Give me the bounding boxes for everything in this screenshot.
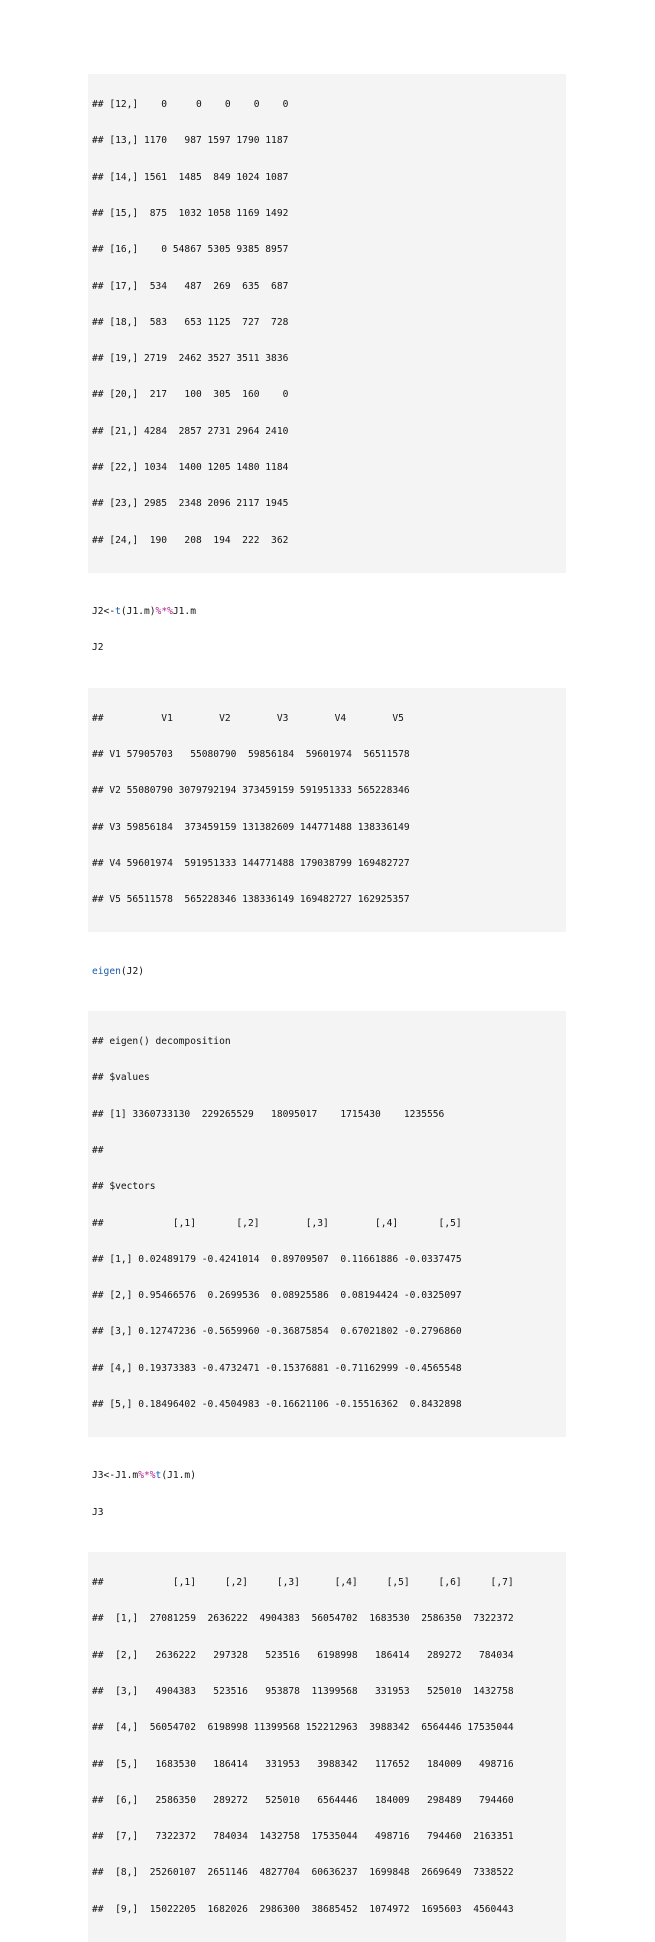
- code-token: J3<-J1.m: [92, 1470, 139, 1482]
- output-line: ## [5,] 0.18496402 -0.4504983 -0.16621106 -0.15516362 0.8432898: [92, 1398, 462, 1410]
- output-line: ## [15,] 875 1032 1058 1169 1492: [92, 208, 289, 220]
- output-line: ## [20,] 217 100 305 160 0: [92, 389, 289, 401]
- output-line: ## $vectors: [92, 1181, 156, 1193]
- output-block-eigen: [88, 1011, 566, 1437]
- output-line: ## V5 56511578 565228346 138336149 169482727 162925357: [92, 894, 410, 906]
- code-block-eigen: [88, 940, 566, 1002]
- code-line-j2-assign: [92, 606, 563, 618]
- output-line: ## [5,] 1683530 186414 331953 3988342 117652 184009 498716: [92, 1758, 514, 1770]
- output-line: ## [21,] 4284 2857 2731 2964 2410: [92, 425, 289, 437]
- output-line: ## V2 55080790 3079792194 373459159 591951333 565228346: [92, 785, 410, 797]
- code-function-token: t: [115, 606, 121, 618]
- output-line: ## [13,] 1170 987 1597 1790 1187: [92, 135, 289, 147]
- code-token: J2<-: [92, 606, 116, 618]
- output-line: ## [12,] 0 0 0 0 0: [92, 99, 289, 111]
- output-line: ## [,1] [,2] [,3] [,4] [,5]: [92, 1217, 462, 1229]
- output-line: ## [4,] 56054702 6198998 11399568 152212963 3988342 6564446 17535044: [92, 1722, 514, 1734]
- output-line: ## [7,] 7322372 784034 1432758 17535044 498716 794460 2163351: [92, 1831, 514, 1843]
- code-function-token: t: [155, 1470, 162, 1482]
- output-line: ## [,1] [,2] [,3] [,4] [,5] [,6] [,7]: [92, 1577, 514, 1589]
- output-block-matrix-rows: [88, 74, 566, 573]
- output-line: ## [2,] 0.95466576 0.2699536 0.08925586 0.08194424 -0.0325097: [92, 1290, 462, 1302]
- output-line: ## V4 59601974 591951333 144771488 179038799 169482727: [92, 857, 410, 869]
- code-line-j3-print: J3: [92, 1506, 104, 1518]
- code-line-j2-print: J2: [92, 642, 104, 654]
- code-token: (J1.m): [120, 606, 156, 618]
- output-line: ## [6,] 2586350 289272 525010 6564446 184009 298489 794460: [92, 1794, 514, 1806]
- code-line-j3-assign: [92, 1470, 563, 1482]
- output-line: ## [2,] 2636222 297328 523516 6198998 186414 289272 784034: [92, 1649, 514, 1661]
- code-operator-token: %*%: [155, 606, 173, 618]
- output-line: ## [3,] 4904383 523516 953878 11399568 331953 525010 1432758: [92, 1686, 514, 1697]
- output-line: ## V1 57905703 55080790 59856184 59601974 56511578: [92, 749, 410, 761]
- code-block-j3: [88, 1445, 566, 1544]
- output-line: ## [22,] 1034 1400 1205 1480 1184: [92, 462, 289, 473]
- code-block-j2: [88, 581, 566, 680]
- code-token: J1.m: [172, 606, 196, 618]
- output-line: ## $values: [92, 1072, 150, 1084]
- output-line: ## [9,] 15022205 1682026 2986300 38685452 1074972 1695603 4560443: [92, 1903, 514, 1915]
- output-line: ## V1 V2 V3 V4 V5: [92, 712, 404, 724]
- output-line: ## [8,] 25260107 2651146 4827704 60636237 1699848 2669649 7338522: [92, 1867, 514, 1879]
- output-line: ## [16,] 0 54867 5305 9385 8957: [92, 244, 289, 256]
- output-line: ## [3,] 0.12747236 -0.5659960 -0.36875854 0.67021802 -0.2796860: [92, 1326, 462, 1338]
- output-line: ## [17,] 534 487 269 635 687: [92, 280, 289, 292]
- output-line: ## [4,] 0.19373383 -0.4732471 -0.15376881 -0.71162999 -0.4565548: [92, 1362, 462, 1374]
- output-line: ## [14,] 1561 1485 849 1024 1087: [92, 171, 289, 183]
- code-function-token: eigen: [92, 965, 121, 977]
- output-line: ## [24,] 190 208 194 222 362: [92, 534, 289, 546]
- output-line: ## V3 59856184 373459159 131382609 144771488 138336149: [92, 821, 410, 833]
- output-line: ##: [92, 1144, 104, 1156]
- code-line-eigen: [92, 966, 563, 978]
- output-line: ## [23,] 2985 2348 2096 2117 1945: [92, 498, 289, 510]
- output-block-j2-matrix: [88, 688, 566, 933]
- document-page: [88, 74, 566, 1942]
- output-line: ## [1,] 0.02489179 -0.4241014 0.89709507 0.11661886 -0.0337475: [92, 1253, 462, 1265]
- code-operator-token: %*%: [138, 1470, 156, 1482]
- code-token: (J1.m): [161, 1470, 196, 1482]
- code-token: (J2): [120, 965, 144, 977]
- output-line: ## [18,] 583 653 1125 727 728: [92, 316, 289, 328]
- output-line: ## [1,] 27081259 2636222 4904383 56054702 1683530 2586350 7322372: [92, 1613, 514, 1625]
- output-line: ## [1] 3360733130 229265529 18095017 1715430 1235556: [92, 1108, 445, 1120]
- output-line: ## eigen() decomposition: [92, 1036, 231, 1048]
- output-block-j3-matrix: [88, 1552, 566, 1942]
- output-line: ## [19,] 2719 2462 3527 3511 3836: [92, 353, 289, 365]
